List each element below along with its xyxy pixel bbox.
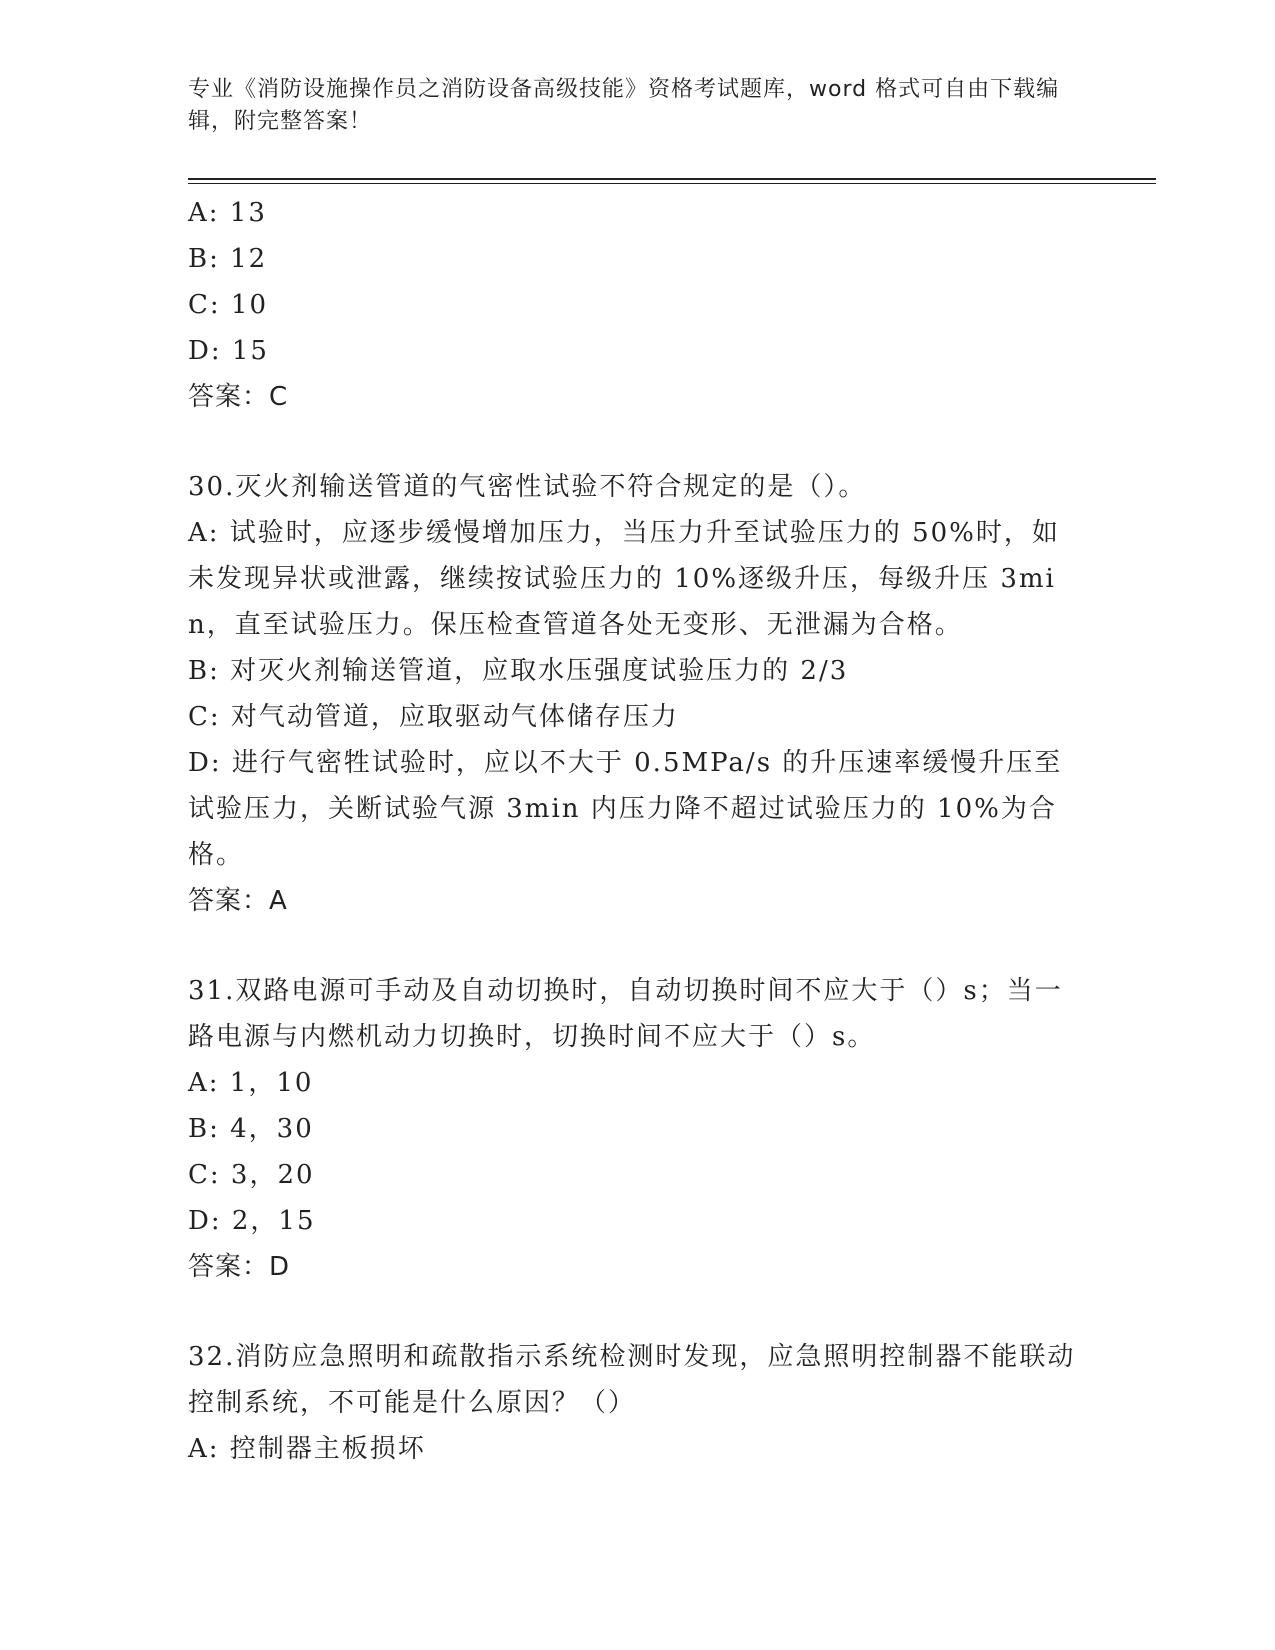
spacer bbox=[188, 420, 1078, 464]
option-a: A: 试验时，应逐步缓慢增加压力，当压力升至试验压力的 50%时，如未发现异状或泄露，继续按试验压力的 10%逐级升压，每级升压 3min，直至试验压力。保压检查管道各处无变形、无泄漏为合格。 bbox=[188, 518, 1060, 640]
option-d: D: 2，15 bbox=[188, 1206, 316, 1236]
option-c: C: 10 bbox=[188, 290, 269, 320]
option-c: C: 对气动管道，应取驱动气体储存压力 bbox=[188, 702, 679, 732]
spacer bbox=[188, 1290, 1078, 1334]
answer: 答案：A bbox=[188, 886, 288, 916]
option-d: D: 15 bbox=[188, 336, 269, 366]
question-stem: 30.灭火剂输送管道的气密性试验不符合规定的是（）。 bbox=[188, 472, 867, 502]
option-a: A: 1，10 bbox=[188, 1068, 314, 1098]
header-rule-thin bbox=[188, 183, 1156, 184]
answer: 答案：D bbox=[188, 1252, 291, 1282]
option-d: D: 进行气密牲试验时，应以不大于 0.5MPa/s 的升压速率缓慢升压至试验压力，关断试验气源 3min 内压力降不超过试验压力的 10%为合格。 bbox=[188, 748, 1063, 870]
option-c: C: 3，20 bbox=[188, 1160, 315, 1190]
question-stem: 32.消防应急照明和疏散指示系统检测时发现，应急照明控制器不能联动控制系统，不可能是什么原因？（） bbox=[188, 1342, 1076, 1418]
document-header bbox=[188, 74, 1068, 138]
header-title: 专业《消防设施操作员之消防设备高级技能》资格考试题库，word 格式可自由下载编辑，附完整答案！ bbox=[188, 77, 1060, 134]
answer: 答案：C bbox=[188, 382, 289, 412]
option-a: A: 13 bbox=[188, 198, 267, 228]
question-stem: 31.双路电源可手动及自动切换时，自动切换时间不应大于（）s；当一路电源与内燃机动力切换时，切换时间不应大于（）s。 bbox=[188, 976, 1063, 1052]
question-list bbox=[188, 190, 1078, 1472]
question-29 bbox=[188, 190, 1078, 420]
option-b: B: 对灭火剂输送管道，应取水压强度试验压力的 2/3 bbox=[188, 656, 849, 686]
question-32 bbox=[188, 1334, 1078, 1472]
option-b: B: 12 bbox=[188, 244, 268, 274]
question-31 bbox=[188, 968, 1078, 1290]
question-30 bbox=[188, 464, 1078, 924]
option-b: B: 4，30 bbox=[188, 1114, 314, 1144]
header-rule-thick bbox=[188, 178, 1156, 180]
spacer bbox=[188, 924, 1078, 968]
option-a: A: 控制器主板损坏 bbox=[188, 1434, 426, 1464]
